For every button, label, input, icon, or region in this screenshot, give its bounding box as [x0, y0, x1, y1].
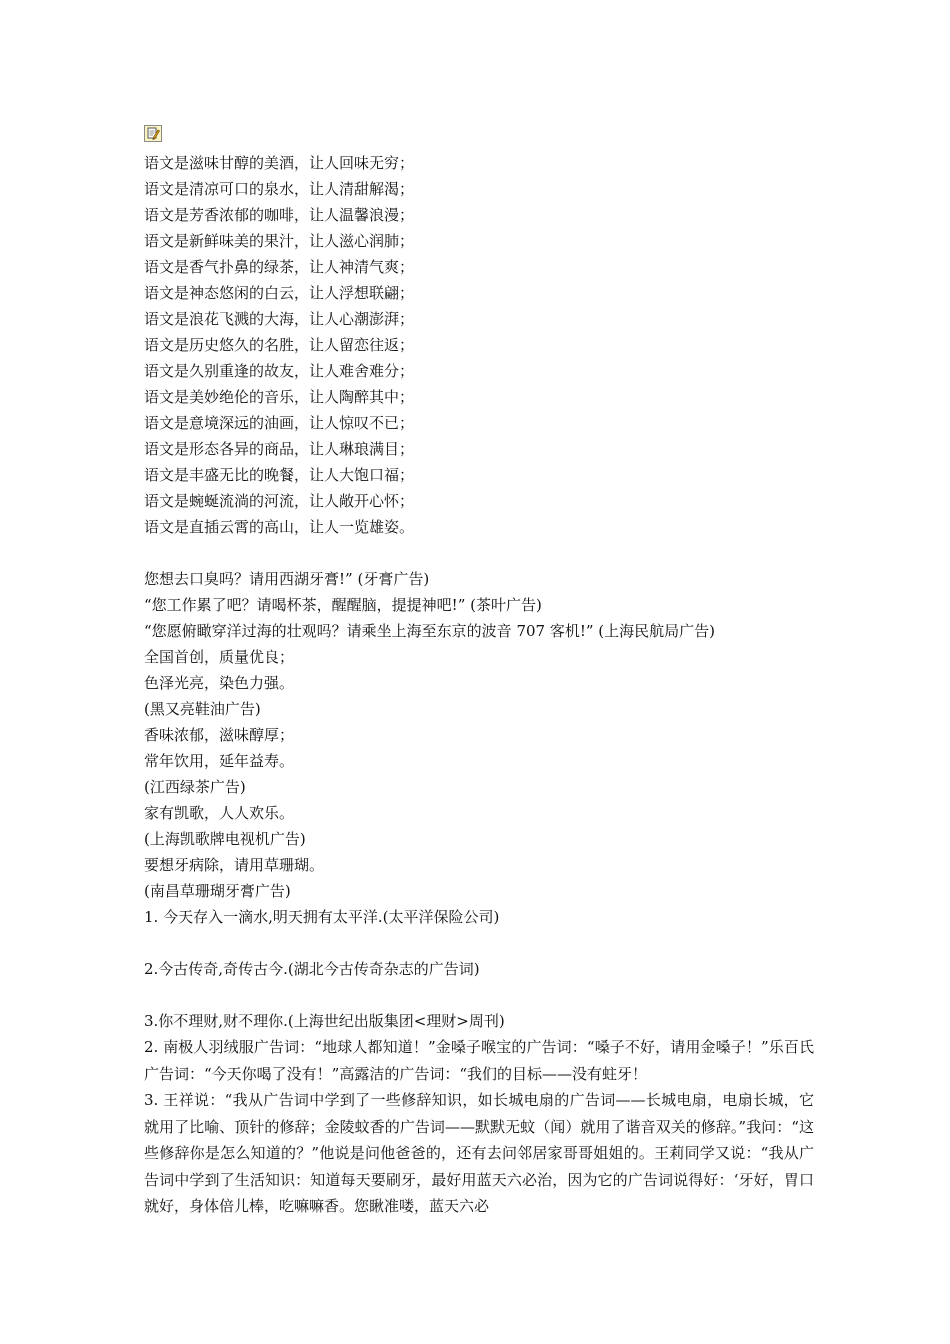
- slogan-item-3: 3.你不理财,财不理你.(上海世纪出版集团<理财>周刊): [144, 1012, 505, 1030]
- poem-line: 语文是形态各异的商品，让人琳琅满目；: [144, 440, 415, 458]
- paragraph-rhetoric: 3. 王祥说：“我从广告词中学到了一些修辞知识，如长城电扇的广告词——长城电扇，电扇长城，它就用了比喻、顶针的修辞；金陵蚊香的广告词——默默无蚊（闻）就用了谐音双关的修辞。”我问：“这些修辞你是怎么知道的？”他说是问他爸爸的，还有去问邻居家哥哥姐姐的。王莉同学又说：“我从广告词中学到了生活知识：知道每天要刷牙，最好用蓝天六必治，因为它的广告词说得好：‘牙好，胃口就好，身体倍儿棒，吃嘛嘛香。您瞅准喽，蓝天六必: [144, 1091, 814, 1215]
- ad-line: 全国首创，质量优良；: [144, 648, 295, 666]
- slogan-item-2: 2.今古传奇,奇传古今.(湖北今古传奇杂志的广告词): [144, 960, 480, 978]
- blank-line: [144, 930, 814, 956]
- paragraph-ad-slogans: 2. 南极人羽绒服广告词：“地球人都知道！”金嗓子喉宝的广告词：“嗓子不好，请用金嗓子！”乐百氏广告词：“今天你喝了没有！”高露洁的广告词：“我们的目标——没有蛀牙！: [144, 1038, 814, 1083]
- ad-line: (黑又亮鞋油广告): [144, 700, 261, 718]
- poem-line: 语文是直插云霄的高山，让人一览雄姿。: [144, 518, 415, 536]
- poem-line: 语文是历史悠久的名胜，让人留恋往返；: [144, 336, 415, 354]
- ad-line: 您想去口臭吗？请用西湖牙膏!” (牙膏广告): [144, 570, 430, 588]
- poem-line: 语文是蜿蜒流淌的河流，让人敞开心怀；: [144, 492, 415, 510]
- poem-line: 语文是久别重逢的故友，让人难舍难分；: [144, 362, 415, 380]
- poem-line: 语文是芳香浓郁的咖啡，让人温馨浪漫；: [144, 206, 415, 224]
- poem-line: 语文是丰盛无比的晚餐，让人大饱口福；: [144, 466, 415, 484]
- poem-line: 语文是神态悠闲的白云，让人浮想联翩；: [144, 284, 415, 302]
- ad-line: 要想牙病除，请用草珊瑚。: [144, 856, 325, 874]
- ad-line: (上海凯歌牌电视机广告): [144, 830, 306, 848]
- poem-line: 语文是滋味甘醇的美酒，让人回味无穷；: [144, 154, 415, 172]
- ad-line: 香味浓郁，滋味醇厚；: [144, 726, 295, 744]
- ad-line: (南昌草珊瑚牙膏广告): [144, 882, 291, 900]
- blank-line: [144, 982, 814, 1008]
- poem-line: 语文是香气扑鼻的绿茶，让人神清气爽；: [144, 258, 415, 276]
- poem-line: 语文是浪花飞溅的大海，让人心潮澎湃；: [144, 310, 415, 328]
- poem-line: 语文是清凉可口的泉水，让人清甜解渴；: [144, 180, 415, 198]
- poem-line: 语文是意境深远的油画，让人惊叹不已；: [144, 414, 415, 432]
- poem-line: 语文是新鲜味美的果汁，让人滋心润肺；: [144, 232, 415, 250]
- ad-line: 家有凯歌，人人欢乐。: [144, 804, 295, 822]
- poem-section: [144, 150, 814, 540]
- document-pencil-icon: [144, 125, 162, 142]
- ad-line: “您工作累了吧？请喝杯茶，醒醒脑，提提神吧!” (茶叶广告): [144, 596, 542, 614]
- ad-line: 色泽光亮，染色力强。: [144, 674, 295, 692]
- poem-line: 语文是美妙绝伦的音乐，让人陶醉其中；: [144, 388, 415, 406]
- ads-section: [144, 566, 814, 930]
- ad-line: (江西绿茶广告): [144, 778, 246, 796]
- ad-line: 1. 今天存入一滴水,明天拥有太平洋.(太平洋保险公司): [144, 908, 500, 926]
- blank-line: [144, 540, 814, 566]
- document-body: [144, 150, 814, 1220]
- ad-line: “您愿俯瞰穿洋过海的壮观吗？请乘坐上海至东京的波音 707 客机!” (上海民航局广告): [144, 622, 716, 640]
- ad-line: 常年饮用，延年益寿。: [144, 752, 295, 770]
